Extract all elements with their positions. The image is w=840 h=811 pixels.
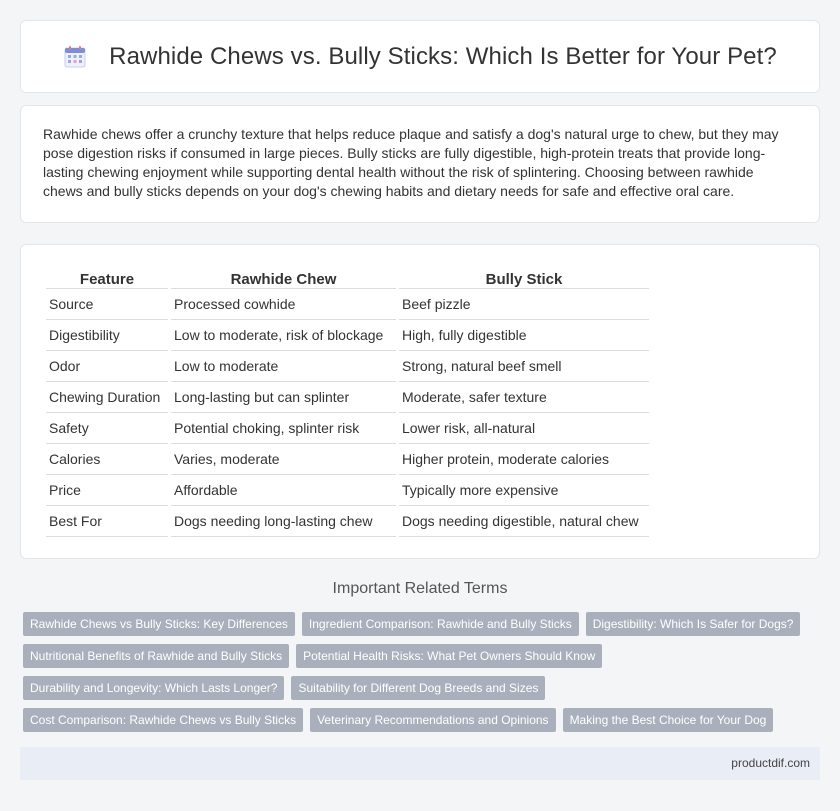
table-cell: Lower risk, all-natural	[399, 413, 649, 444]
table-cell: Higher protein, moderate calories	[399, 444, 649, 475]
table-row	[46, 320, 649, 351]
table-cell: Chewing Duration	[46, 382, 168, 413]
page-title: Rawhide Chews vs. Bully Sticks: Which Is Better for Your Pet?	[109, 42, 777, 70]
table-cell: Potential choking, splinter risk	[171, 413, 396, 444]
related-term-tag[interactable]: Potential Health Risks: What Pet Owners Should Know	[296, 644, 602, 668]
table-row	[46, 413, 649, 444]
table-cell: Best For	[46, 506, 168, 537]
related-term-tag[interactable]: Durability and Longevity: Which Lasts Longer?	[23, 676, 284, 700]
footer-site-name[interactable]: productdif.com	[731, 756, 810, 770]
tag-row	[23, 612, 823, 636]
related-term-tag[interactable]: Cost Comparison: Rawhide Chews vs Bully Sticks	[23, 708, 303, 732]
related-term-tag[interactable]: Rawhide Chews vs Bully Sticks: Key Differences	[23, 612, 295, 636]
tag-row	[23, 676, 823, 700]
related-terms-title: Important Related Terms	[332, 580, 508, 597]
related-term-tag[interactable]: Suitability for Different Dog Breeds and Sizes	[291, 676, 545, 700]
table-cell: Safety	[46, 413, 168, 444]
column-header-feature: Feature	[46, 267, 168, 289]
comparison-table-card	[20, 244, 820, 559]
table-header-row	[46, 267, 649, 289]
table-cell: High, fully digestible	[399, 320, 649, 351]
table-cell: Beef pizzle	[399, 289, 649, 320]
table-cell: Varies, moderate	[171, 444, 396, 475]
table-cell: Affordable	[171, 475, 396, 506]
table-cell: Dogs needing long-lasting chew	[171, 506, 396, 537]
related-terms-tags	[23, 612, 823, 740]
footer	[20, 747, 820, 780]
table-cell: Digestibility	[46, 320, 168, 351]
table-cell: Price	[46, 475, 168, 506]
table-row	[46, 506, 649, 537]
table-cell: Odor	[46, 351, 168, 382]
table-row	[46, 289, 649, 320]
tag-row	[23, 644, 823, 668]
table-cell: Calories	[46, 444, 168, 475]
table-row	[46, 382, 649, 413]
header-card	[20, 20, 820, 93]
table-cell: Low to moderate	[171, 351, 396, 382]
table-cell: Source	[46, 289, 168, 320]
column-header-bully-stick: Bully Stick	[399, 267, 649, 289]
table-cell: Moderate, safer texture	[399, 382, 649, 413]
table-cell: Processed cowhide	[171, 289, 396, 320]
table-cell: Strong, natural beef smell	[399, 351, 649, 382]
table-cell: Typically more expensive	[399, 475, 649, 506]
table-cell: Dogs needing digestible, natural chew	[399, 506, 649, 537]
related-term-tag[interactable]: Veterinary Recommendations and Opinions	[310, 708, 555, 732]
calendar-icon	[63, 45, 87, 69]
table-cell: Low to moderate, risk of blockage	[171, 320, 396, 351]
intro-text: Rawhide chews offer a crunchy texture that helps reduce plaque and satisfy a dog's natural urge to chew, but they may pose digestion risks if consumed in large pieces. Bully sticks are fully digestible, high-protein treats that provide long-lasting chewing enjoyment while supporting dental health without the risk of splintering. Choosing between rawhide chews and bully sticks depends on your dog's chewing habits and dietary needs for safe and effective oral care.	[43, 126, 779, 199]
table-row	[46, 444, 649, 475]
table-cell: Long-lasting but can splinter	[171, 382, 396, 413]
related-term-tag[interactable]: Nutritional Benefits of Rawhide and Bully Sticks	[23, 644, 289, 668]
related-term-tag[interactable]: Digestibility: Which Is Safer for Dogs?	[586, 612, 801, 636]
column-header-rawhide: Rawhide Chew	[171, 267, 396, 289]
comparison-table	[43, 267, 652, 537]
related-term-tag[interactable]: Ingredient Comparison: Rawhide and Bully Sticks	[302, 612, 579, 636]
table-row	[46, 351, 649, 382]
intro-card	[20, 105, 820, 223]
table-row	[46, 475, 649, 506]
related-term-tag[interactable]: Making the Best Choice for Your Dog	[563, 708, 774, 732]
tag-row	[23, 708, 823, 732]
